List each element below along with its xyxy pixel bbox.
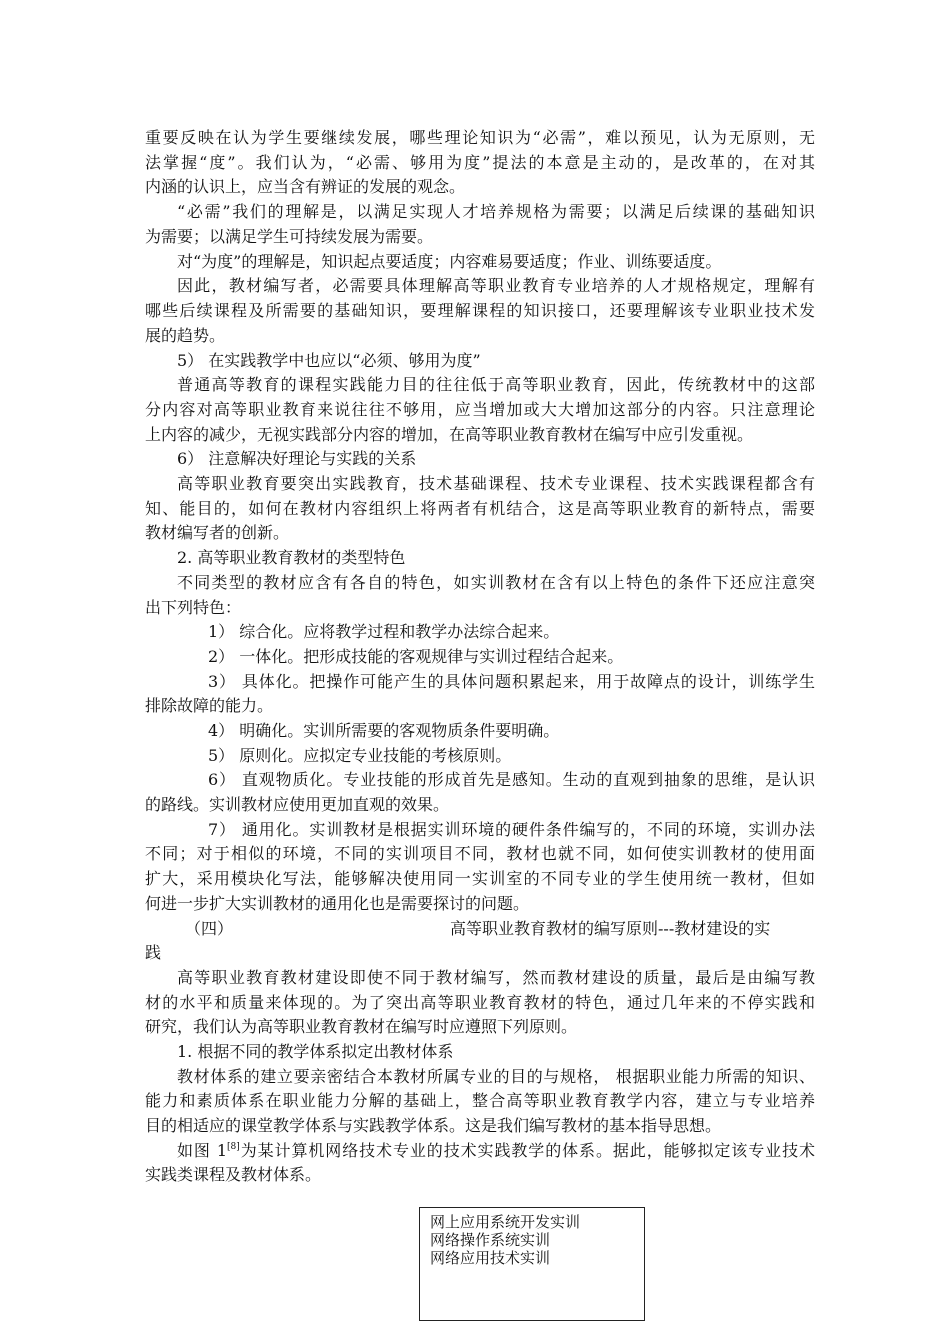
- diagram-item: 网络操作系统实训: [430, 1231, 551, 1249]
- text-line: 教材体系的建立要亲密结合本教材所属专业的目的与规格， 根据职业能力所需的知识、: [177, 1067, 815, 1086]
- text-line: 的路线。实训教材应使用更加直观的效果。: [145, 795, 450, 814]
- text-line: 因此，教材编写者，必需要具体理解高等职业教育专业培养的人才规格规定，理解有: [177, 276, 815, 295]
- text-line: 出下列特色：: [145, 598, 242, 617]
- diagram-item: 网络应用技术实训: [430, 1249, 551, 1267]
- section-heading: 1. 根据不同的教学体系拟定出教材体系: [177, 1042, 454, 1061]
- text-line: 不同；对于相似的环境，不同的实训项目不同，教材也就不同，如何使实训教材的使用面: [145, 844, 815, 863]
- text-line: 能力和素质体系在职业能力分解的基础上，整合高等职业教育教学内容，建立与专业培养: [145, 1091, 815, 1110]
- text-line: 践: [145, 943, 162, 962]
- text-line: 实践类课程及教材体系。: [145, 1165, 322, 1184]
- diagram-item: 网上应用系统开发实训: [430, 1213, 581, 1231]
- text-line: 重要反映在认为学生要继续发展，哪些理论知识为“必需”，难以预见，认为无原则，无: [145, 128, 815, 147]
- text-line: 高等职业教育要突出实践教育，技术基础课程、技术专业课程、技术实践课程都含有: [177, 474, 815, 493]
- text-line: 对“为度”的理解是，知识起点要适度；内容难易要适度；作业、训练要适度。: [177, 252, 722, 271]
- list-item: 1） 综合化。应将教学过程和教学办法综合起来。: [208, 622, 560, 641]
- list-item: 3） 具体化。把操作可能产生的具体问题积累起来，用于故障点的设计，训练学生: [208, 672, 815, 691]
- text-line: “必需”我们的理解是，以满足实现人才培养规格为需要；以满足后续课的基础知识: [177, 202, 815, 221]
- text-line: 展的趋势。: [145, 326, 226, 345]
- list-item: 7） 通用化。实训教材是根据实训环境的硬件条件编写的，不同的环境，实训办法: [208, 820, 815, 839]
- list-item: 6） 直观物质化。专业技能的形成首先是感知。生动的直观到抽象的思维，是认识: [208, 770, 815, 789]
- text-line: 何进一步扩大实训教材的通用化也是需要探讨的问题。: [145, 894, 530, 913]
- text-line: 教材编写者的创新。: [145, 523, 290, 542]
- figure-ref: 如图 1: [177, 1141, 228, 1160]
- text-line: 排除故障的能力。: [145, 696, 274, 715]
- text-line: [177, 1140, 815, 1162]
- text-line: 法掌握“度”。我们认为，“必需、够用为度”提法的本意是主动的，是改革的，在对其: [145, 153, 815, 172]
- text-line: 分内容对高等职业教育来说往往不够用，应当增加或大大增加这部分的内容。只注意理论: [145, 400, 815, 419]
- text-line: 高等职业教育教材建设即使不同于教材编写，然而教材建设的质量，最后是由编写教: [177, 968, 815, 987]
- text-line: 研究，我们认为高等职业教育教材在编写时应遵照下列原则。: [145, 1017, 578, 1036]
- text-line: 内涵的认识上，应当含有辨证的发展的观念。: [145, 177, 466, 196]
- list-item: 5） 原则化。应拟定专业技能的考核原则。: [208, 746, 512, 765]
- text-span: 为某计算机网络技术专业的技术实践教学的体系。据此，能够拟定该专业技术: [239, 1141, 815, 1160]
- text-line: 目的相适应的课堂教学体系与实践教学体系。这是我们编写教材的基本指导思想。: [145, 1116, 722, 1135]
- section-heading: 5） 在实践教学中也应以“必须、够用为度”: [177, 351, 481, 370]
- text-line: 上内容的减少，无视实践部分内容的增加，在高等职业教育教材在编写中应引发重视。: [145, 425, 754, 444]
- citation: [8]: [227, 1142, 240, 1152]
- diagram-box: [419, 1207, 645, 1321]
- chapter-number: （四）: [185, 919, 234, 938]
- text-line: 材的水平和质量来体现的。为了突出高等职业教育教材的特色，通过几年来的不停实践和: [145, 993, 815, 1012]
- chapter-heading: [145, 918, 815, 940]
- text-line: 知、能目的，如何在教材内容组织上将两者有机结合，这是高等职业教育的新特点，需要: [145, 499, 815, 518]
- list-item: 4） 明确化。实训所需要的客观物质条件要明确。: [208, 721, 560, 740]
- text-line: 哪些后续课程及所需要的基础知识，要理解课程的知识接口，还要理解该专业职业技术发: [145, 301, 815, 320]
- text-line: 不同类型的教材应含有各自的特色，如实训教材在含有以上特色的条件下还应注意突: [177, 573, 815, 592]
- text-line: 为需要；以满足学生可持续发展为需要。: [145, 227, 434, 246]
- text-line: 扩大，采用模块化写法，能够解决使用同一实训室的不同专业的学生使用统一教材，但如: [145, 869, 815, 888]
- list-item: 2） 一体化。把形成技能的客观规律与实训过程结合起来。: [208, 647, 624, 666]
- text-line: 普通高等教育的课程实践能力目的往往低于高等职业教育，因此，传统教材中的这部: [177, 375, 815, 394]
- chapter-title: 高等职业教育教材的编写原则---教材建设的实: [450, 919, 771, 938]
- section-heading: 6） 注意解决好理论与实践的关系: [177, 449, 417, 468]
- section-heading: 2. 高等职业教育教材的类型特色: [177, 548, 406, 567]
